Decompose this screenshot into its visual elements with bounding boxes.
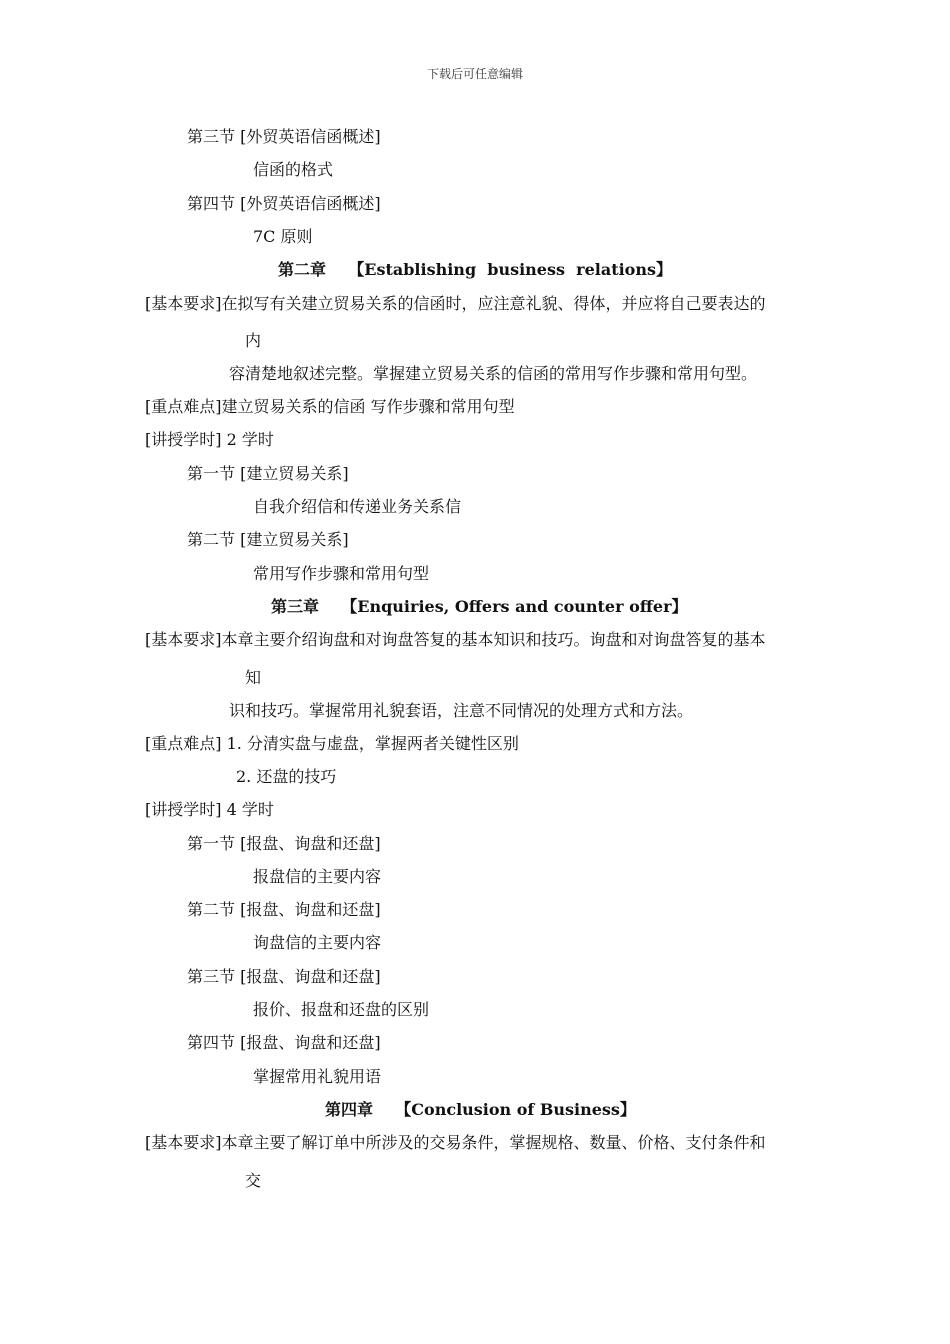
- page-header: 下载后可任意编辑: [426, 67, 523, 81]
- teaching-hours: [讲授学时] 2 学时: [145, 430, 274, 449]
- text-line: 内: [245, 331, 262, 350]
- key-point-item: 2. 还盘的技巧: [236, 767, 337, 786]
- section-heading: 第四节 [报盘、询盘和还盘]: [187, 1033, 381, 1052]
- basic-requirements: [基本要求]本章主要介绍询盘和对询盘答复的基本知识和技巧。询盘和对询盘答复的基本: [145, 630, 766, 649]
- section-topic: 询盘信的主要内容: [253, 933, 382, 952]
- section-topic: 自我介绍信和传递业务关系信: [253, 497, 462, 516]
- section-topic: 常用写作步骤和常用句型: [253, 564, 430, 583]
- basic-requirements: [基本要求]本章主要了解订单中所涉及的交易条件，掌握规格、数量、价格、支付条件和: [145, 1133, 766, 1152]
- section-heading: 第一节 [建立贸易关系]: [187, 464, 349, 483]
- section-topic: 信函的格式: [253, 160, 334, 179]
- section-heading: 第三节 [报盘、询盘和还盘]: [187, 967, 381, 986]
- key-points: [重点难点] 1. 分清实盘与虚盘，掌握两者关键性区别: [145, 734, 519, 753]
- text-line: 识和技巧。掌握常用礼貌套语，注意不同情况的处理方式和方法。: [229, 701, 694, 720]
- section-heading: 第一节 [报盘、询盘和还盘]: [187, 834, 381, 853]
- section-topic: 掌握常用礼貌用语: [253, 1067, 382, 1086]
- section-topic: 报价、报盘和还盘的区别: [253, 1000, 430, 1019]
- text-line: 知: [245, 668, 262, 687]
- teaching-hours: [讲授学时] 4 学时: [145, 800, 274, 819]
- section-topic: 报盘信的主要内容: [253, 867, 382, 886]
- section-heading: 第二节 [报盘、询盘和还盘]: [187, 900, 381, 919]
- chapter-3-title: 第三章 【Enquiries, Offers and counter offer】: [271, 597, 688, 616]
- key-points: [重点难点]建立贸易关系的信函 写作步骤和常用句型: [145, 397, 515, 416]
- section-heading: 第二节 [建立贸易关系]: [187, 530, 349, 549]
- text-line: 交: [245, 1171, 262, 1190]
- basic-requirements: [基本要求]在拟写有关建立贸易关系的信函时，应注意礼貌、得体，并应将自己要表达的: [145, 294, 766, 313]
- text-line: 容清楚地叙述完整。掌握建立贸易关系的信函的常用写作步骤和常用句型。: [229, 364, 758, 383]
- chapter-2-title: 第二章 【Establishing business relations】: [278, 260, 672, 279]
- section-heading: 第四节 [外贸英语信函概述]: [187, 194, 381, 213]
- section-topic: 7C 原则: [253, 227, 313, 246]
- section-heading: 第三节 [外贸英语信函概述]: [187, 127, 381, 146]
- chapter-4-title: 第四章 【Conclusion of Business】: [325, 1100, 636, 1119]
